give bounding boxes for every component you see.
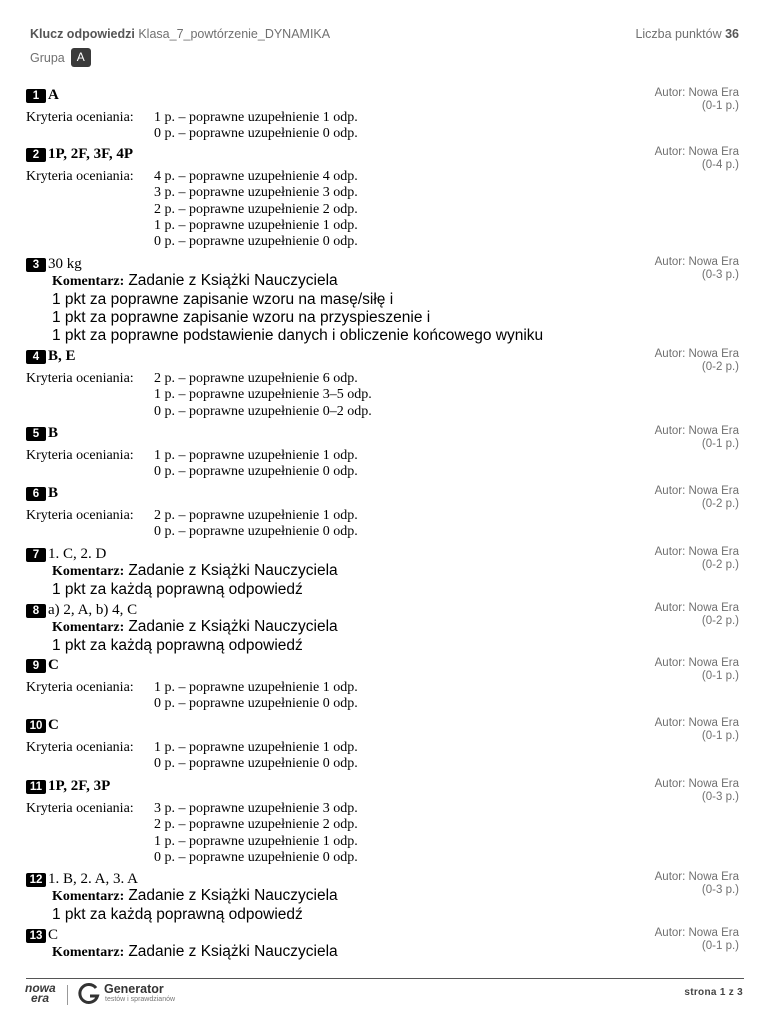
task-author — [655, 485, 739, 511]
task-answer-line — [26, 348, 740, 365]
comment-text: 1 pkt za poprawne zapisanie wzoru na przyspieszenie i — [52, 309, 431, 326]
task-answer-line — [26, 546, 740, 563]
criteria-line: 0 p. – poprawne uzupełnienie 0 odp. — [154, 756, 358, 772]
total-points — [635, 27, 739, 41]
task-number-badge: 2 — [26, 148, 46, 162]
comment-label: Komentarz: — [52, 620, 125, 635]
task-answer-line — [26, 717, 740, 734]
task-points-range: (0-1 p.) — [701, 730, 739, 742]
criteria-label: Kryteria oceniania: — [26, 740, 134, 755]
task-answer: C — [48, 657, 59, 673]
task-item — [26, 256, 740, 344]
comment-label: Komentarz: — [52, 564, 125, 579]
title-bold: Klucz odpowiedzi — [30, 27, 135, 41]
comment-text: 1 pkt za każdą poprawną odpowiedź — [52, 906, 303, 923]
criteria-line: 4 p. – poprawne uzupełnienie 4 odp. — [154, 169, 358, 184]
comment-text: 1 pkt za poprawne podstawienie danych i obliczenie końcowego wyniku — [52, 327, 544, 344]
author-name: Autor: Nowa Era — [654, 348, 739, 360]
task-item — [26, 657, 740, 712]
task-points-range: (0-2 p.) — [701, 361, 739, 373]
task-item — [26, 602, 740, 654]
task-author — [655, 717, 739, 743]
task-answer: C — [48, 717, 59, 733]
comment-text: Zadanie z Książki Nauczyciela — [128, 618, 338, 635]
task-number-badge: 12 — [26, 873, 46, 887]
title-rest: Klasa_7_powtórzenie_DYNAMIKA — [138, 27, 331, 41]
task-answer-line — [26, 87, 740, 104]
task-points-range: (0-3 p.) — [701, 884, 739, 896]
criteria-line: 0 p. – poprawne uzupełnienie 0 odp. — [154, 524, 358, 540]
criteria-line: 0 p. – poprawne uzupełnienie 0 odp. — [154, 849, 358, 865]
author-name: Autor: Nowa Era — [654, 485, 739, 497]
task-item — [26, 87, 740, 142]
task-author — [655, 602, 739, 628]
task-comment — [52, 618, 338, 655]
grading-criteria — [26, 448, 358, 481]
page-number: strona 1 z 3 — [684, 987, 743, 998]
task-number-badge: 6 — [26, 487, 46, 501]
criteria-label: Kryteria oceniania: — [26, 110, 134, 125]
criteria-line: 0 p. – poprawne uzupełnienie 0 odp. — [154, 234, 358, 250]
author-name: Autor: Nowa Era — [654, 146, 739, 158]
criteria-line: 3 p. – poprawne uzupełnienie 3 odp. — [154, 185, 358, 201]
criteria-lines — [154, 740, 358, 773]
task-points-range: (0-1 p.) — [701, 100, 739, 112]
task-points-range: (0-4 p.) — [701, 159, 739, 171]
grading-criteria — [26, 680, 358, 713]
task-number-badge: 11 — [26, 780, 46, 794]
task-number-badge: 7 — [26, 548, 46, 562]
task-points-range: (0-3 p.) — [701, 269, 739, 281]
task-points-range: (0-2 p.) — [701, 559, 739, 571]
comment-text: 1 pkt za każdą poprawną odpowiedź — [52, 637, 303, 654]
criteria-line: 1 p. – poprawne uzupełnienie 1 odp. — [154, 110, 358, 125]
task-answer-line — [26, 425, 740, 442]
task-item — [26, 146, 740, 250]
author-name: Autor: Nowa Era — [654, 657, 739, 669]
task-item — [26, 717, 740, 772]
criteria-line: 1 p. – poprawne uzupełnienie 3–5 odp. — [154, 387, 372, 403]
task-answer-line — [26, 146, 740, 163]
comment-line — [52, 327, 543, 345]
task-comment — [52, 272, 543, 345]
task-answer-line — [26, 602, 740, 619]
criteria-line: 2 p. – poprawne uzupełnienie 6 odp. — [154, 371, 358, 386]
task-item — [26, 871, 740, 923]
logo-separator — [67, 985, 68, 1005]
criteria-lines — [154, 110, 358, 143]
task-answer-line — [26, 871, 740, 888]
criteria-label: Kryteria oceniania: — [26, 508, 134, 523]
task-points-range: (0-1 p.) — [701, 670, 739, 682]
criteria-line: 1 p. – poprawne uzupełnienie 1 odp. — [154, 740, 358, 755]
group-row — [30, 48, 91, 67]
task-author — [655, 927, 739, 953]
task-answer-line — [26, 778, 740, 795]
criteria-line: 0 p. – poprawne uzupełnienie 0 odp. — [154, 464, 358, 480]
points-label: Liczba punktów — [635, 27, 722, 41]
criteria-lines — [154, 680, 358, 713]
comment-text: 1 pkt za poprawne zapisanie wzoru na masę/siłę i — [52, 291, 394, 308]
task-answer: B — [48, 425, 59, 441]
task-number-badge: 5 — [26, 427, 46, 441]
task-item — [26, 546, 740, 598]
task-answer: 1. B, 2. A, 3. A — [48, 871, 139, 887]
task-author — [655, 657, 739, 683]
task-answer: C — [48, 927, 59, 943]
task-author — [655, 256, 739, 282]
task-item — [26, 348, 740, 419]
task-author — [655, 546, 739, 572]
task-item — [26, 425, 740, 480]
task-number-badge: 4 — [26, 350, 46, 364]
comment-text: Zadanie z Książki Nauczyciela — [128, 943, 338, 960]
task-answer: 1P, 2F, 3P — [48, 778, 111, 794]
comment-line — [52, 309, 543, 327]
comment-label: Komentarz: — [52, 274, 125, 289]
task-answer: A — [48, 87, 59, 103]
criteria-line: 2 p. – poprawne uzupełnienie 1 odp. — [154, 508, 358, 523]
comment-line — [52, 581, 338, 599]
criteria-lines — [154, 801, 358, 866]
task-answer: 30 kg — [48, 256, 82, 272]
task-author — [655, 87, 739, 113]
criteria-label: Kryteria oceniania: — [26, 801, 134, 816]
comment-line — [52, 637, 338, 655]
author-name: Autor: Nowa Era — [654, 871, 739, 883]
criteria-line: 1 p. – poprawne uzupełnienie 1 odp. — [154, 448, 358, 463]
comment-text: Zadanie z Książki Nauczyciela — [128, 272, 338, 289]
criteria-line: 3 p. – poprawne uzupełnienie 3 odp. — [154, 801, 358, 816]
author-name: Autor: Nowa Era — [654, 717, 739, 729]
criteria-label: Kryteria oceniania: — [26, 169, 134, 184]
criteria-label: Kryteria oceniania: — [26, 680, 134, 695]
author-name: Autor: Nowa Era — [654, 778, 739, 790]
criteria-line: 1 p. – poprawne uzupełnienie 1 odp. — [154, 217, 358, 233]
group-badge: A — [71, 48, 91, 67]
generator-g-icon — [77, 982, 101, 1006]
criteria-line: 0 p. – poprawne uzupełnienie 0–2 odp. — [154, 403, 372, 419]
grading-criteria — [26, 508, 358, 541]
comment-line — [52, 618, 338, 637]
task-number-badge: 8 — [26, 604, 46, 618]
task-comment — [52, 943, 338, 962]
task-author — [655, 778, 739, 804]
task-answer: 1P, 2F, 3F, 4P — [48, 146, 134, 162]
author-name: Autor: Nowa Era — [654, 927, 739, 939]
comment-text: 1 pkt za każdą poprawną odpowiedź — [52, 581, 303, 598]
criteria-lines — [154, 448, 358, 481]
grading-criteria — [26, 371, 372, 420]
author-name: Autor: Nowa Era — [654, 425, 739, 437]
author-name: Autor: Nowa Era — [654, 602, 739, 614]
task-points-range: (0-1 p.) — [701, 940, 739, 952]
criteria-lines — [154, 371, 372, 420]
task-comment — [52, 562, 338, 599]
task-comment — [52, 887, 338, 924]
comment-line — [52, 906, 338, 924]
author-name: Autor: Nowa Era — [654, 87, 739, 99]
criteria-line: 0 p. – poprawne uzupełnienie 0 odp. — [154, 126, 358, 142]
criteria-line: 2 p. – poprawne uzupełnienie 2 odp. — [154, 201, 358, 217]
task-number-badge: 13 — [26, 929, 46, 943]
comment-text: Zadanie z Książki Nauczyciela — [128, 887, 338, 904]
grading-criteria — [26, 110, 358, 143]
task-answer: a) 2, A, b) 4, C — [48, 602, 138, 618]
task-number-badge: 1 — [26, 89, 46, 103]
task-author — [655, 871, 739, 897]
criteria-line: 1 p. – poprawne uzupełnienie 1 odp. — [154, 680, 358, 695]
task-item — [26, 927, 740, 960]
comment-line — [52, 562, 338, 581]
logo-line2: era — [31, 991, 50, 1005]
task-points-range: (0-2 p.) — [701, 615, 739, 627]
footer-divider — [26, 978, 744, 979]
task-points-range: (0-3 p.) — [701, 791, 739, 803]
task-author — [655, 348, 739, 374]
logo-line1: nowa — [25, 981, 56, 995]
group-label: Grupa — [30, 50, 65, 65]
task-answer-line — [26, 256, 740, 273]
document-title — [30, 27, 330, 41]
criteria-line: 0 p. – poprawne uzupełnienie 0 odp. — [154, 696, 358, 712]
criteria-line: 2 p. – poprawne uzupełnienie 2 odp. — [154, 817, 358, 833]
task-author — [655, 146, 739, 172]
grading-criteria — [26, 169, 358, 250]
comment-line — [52, 887, 338, 906]
task-answer-line — [26, 927, 740, 944]
author-name: Autor: Nowa Era — [654, 256, 739, 268]
task-item — [26, 485, 740, 540]
task-number-badge: 9 — [26, 659, 46, 673]
task-author — [655, 425, 739, 451]
nowa-era-logo — [25, 983, 56, 1003]
task-item — [26, 778, 740, 865]
task-points-range: (0-2 p.) — [701, 498, 739, 510]
task-points-range: (0-1 p.) — [701, 438, 739, 450]
task-number-badge: 10 — [26, 719, 46, 733]
criteria-line: 1 p. – poprawne uzupełnienie 1 odp. — [154, 833, 358, 849]
comment-line — [52, 943, 338, 962]
task-answer: B — [48, 485, 59, 501]
comment-line — [52, 272, 543, 291]
criteria-lines — [154, 508, 358, 541]
generator-title: Generator — [104, 982, 164, 996]
task-answer: 1. C, 2. D — [48, 546, 107, 562]
comment-line — [52, 291, 543, 309]
generator-subtitle: testów i sprawdzianów — [105, 996, 176, 1003]
comment-label: Komentarz: — [52, 889, 125, 904]
criteria-lines — [154, 169, 358, 250]
task-answer-line — [26, 485, 740, 502]
comment-label: Komentarz: — [52, 945, 125, 960]
author-name: Autor: Nowa Era — [654, 546, 739, 558]
points-value: 36 — [725, 27, 739, 41]
task-answer: B, E — [48, 348, 76, 364]
task-answer-line — [26, 657, 740, 674]
grading-criteria — [26, 801, 358, 866]
comment-text: Zadanie z Książki Nauczyciela — [128, 562, 338, 579]
grading-criteria — [26, 740, 358, 773]
criteria-label: Kryteria oceniania: — [26, 448, 134, 463]
criteria-label: Kryteria oceniania: — [26, 371, 134, 386]
task-number-badge: 3 — [26, 258, 46, 272]
